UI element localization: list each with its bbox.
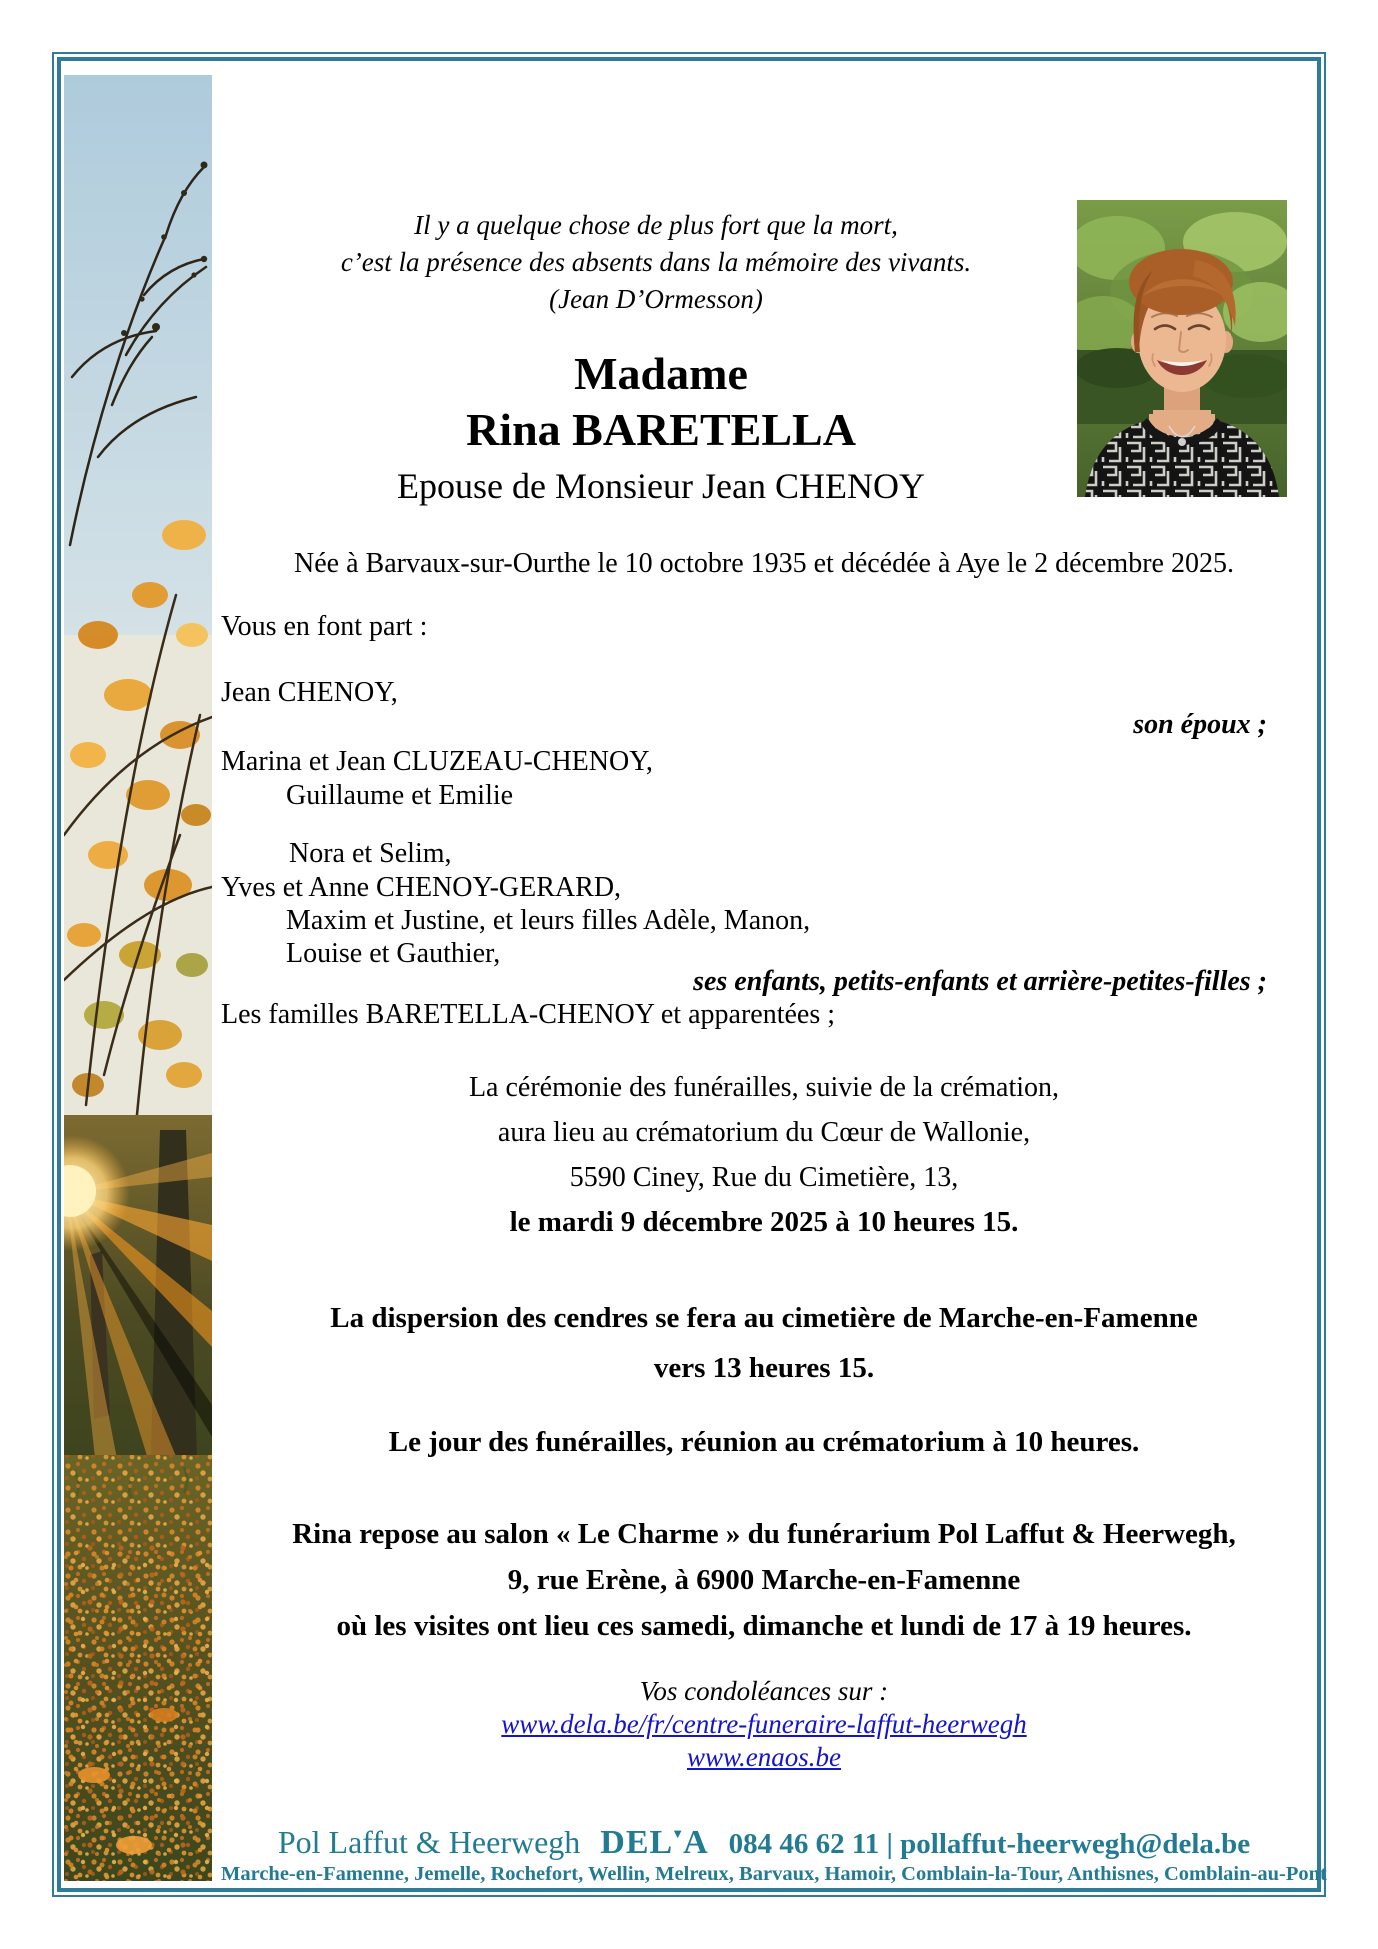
condolences-block (221, 1675, 1307, 1774)
family-line: Nora et Selim, (289, 838, 452, 869)
dispersion-line-2: vers 13 heures 15. (653, 1352, 875, 1384)
condolences-label: Vos condoléances sur : (639, 1676, 889, 1706)
ceremony-line-3: 5590 Ciney, Rue du Cimetière, 13, (569, 1162, 959, 1193)
family-line: Maxim et Justine, et leurs filles Adèle, Manon, (286, 905, 811, 936)
quote-line-2: c’est la présence des absents dans la mémoire des vivants. (340, 247, 972, 277)
birth-death-line: Née à Barvaux-sur-Ourthe le 10 octobre 1935 et décédée à Aye le 2 décembre 2025. (294, 548, 1234, 579)
quote-line-1: Il y a quelque chose de plus fort que la mort, (414, 210, 898, 240)
autumn-sidebar-image (64, 75, 212, 1881)
family-line: Guillaume et Emilie (286, 780, 514, 811)
repose-line-1: Rina repose au salon « Le Charme » du funérarium Pol Laffut & Heerwegh, (292, 1518, 1236, 1550)
repose-line-2: 9, rue Erène, à 6900 Marche-en-Famenne (507, 1564, 1021, 1596)
condolence-link-dela[interactable]: www.dela.be/fr/centre-funeraire-laffut-heerwegh (501, 1709, 1027, 1739)
spouse-line: Epouse de Monsieur Jean CHENOY (397, 466, 925, 506)
families-line: Les familles BARETELLA-CHENOY et apparentées ; (221, 999, 836, 1030)
quote-line-3: (Jean D’Ormesson) (549, 284, 763, 314)
family-line: Louise et Gauthier, (286, 938, 501, 969)
family-line: Marina et Jean CLUZEAU-CHENOY, (221, 746, 653, 777)
announcement-intro: Vous en font part : (221, 611, 428, 642)
ceremony-block (221, 1065, 1307, 1245)
footer-brand: Pol Laffut & Heerwegh (277, 1824, 581, 1860)
ashes-dispersion-block (221, 1293, 1307, 1393)
page-border (52, 52, 1326, 1897)
condolence-link-enaos[interactable]: www.enaos.be (687, 1742, 841, 1772)
family-line: Yves et Anne CHENOY-GERARD, (221, 872, 622, 903)
dispersion-line-1: La dispersion des cendres se fera au cimetière de Marche-en-Famenne (330, 1302, 1198, 1334)
deceased-name: Rina BARETELLA (466, 404, 856, 455)
opening-quote (221, 207, 1091, 318)
dela-logo-triangle-icon: ▼ (671, 1826, 686, 1841)
children-role: ses enfants, petits-enfants et arrière-petites-filles ; (693, 966, 1267, 997)
deceased-title-block (221, 347, 1101, 509)
ceremony-line-1: La cérémonie des funérailles, suivie de la crémation, (468, 1072, 1060, 1103)
repose-block (221, 1511, 1307, 1649)
husband-name: Jean CHENOY, (221, 677, 398, 708)
funeral-home-footer (221, 1817, 1307, 1861)
footer-contact: 084 46 62 11 | pollaffut-heerwegh@dela.be (728, 1828, 1251, 1860)
husband-role: son époux ; (1133, 709, 1267, 740)
repose-line-3: où les visites ont lieu ces samedi, dimanche et lundi de 17 à 19 heures. (336, 1610, 1192, 1642)
footer-locations: Marche-en-Famenne, Jemelle, Rochefort, Wellin, Melreux, Barvaux, Hamoir, Comblain-la-Tour, Anthisnes, Comblain-au-Pont (221, 1863, 1327, 1885)
dela-logo: DEL▼A (600, 1824, 709, 1861)
deceased-title: Madame (574, 348, 748, 399)
ceremony-line-2: aura lieu au crématorium du Cœur de Wallonie, (497, 1117, 1031, 1148)
reunion-line: Le jour des funérailles, réunion au crématorium à 10 heures. (388, 1426, 1140, 1458)
ceremony-date-line: le mardi 9 décembre 2025 à 10 heures 15. (509, 1206, 1019, 1238)
